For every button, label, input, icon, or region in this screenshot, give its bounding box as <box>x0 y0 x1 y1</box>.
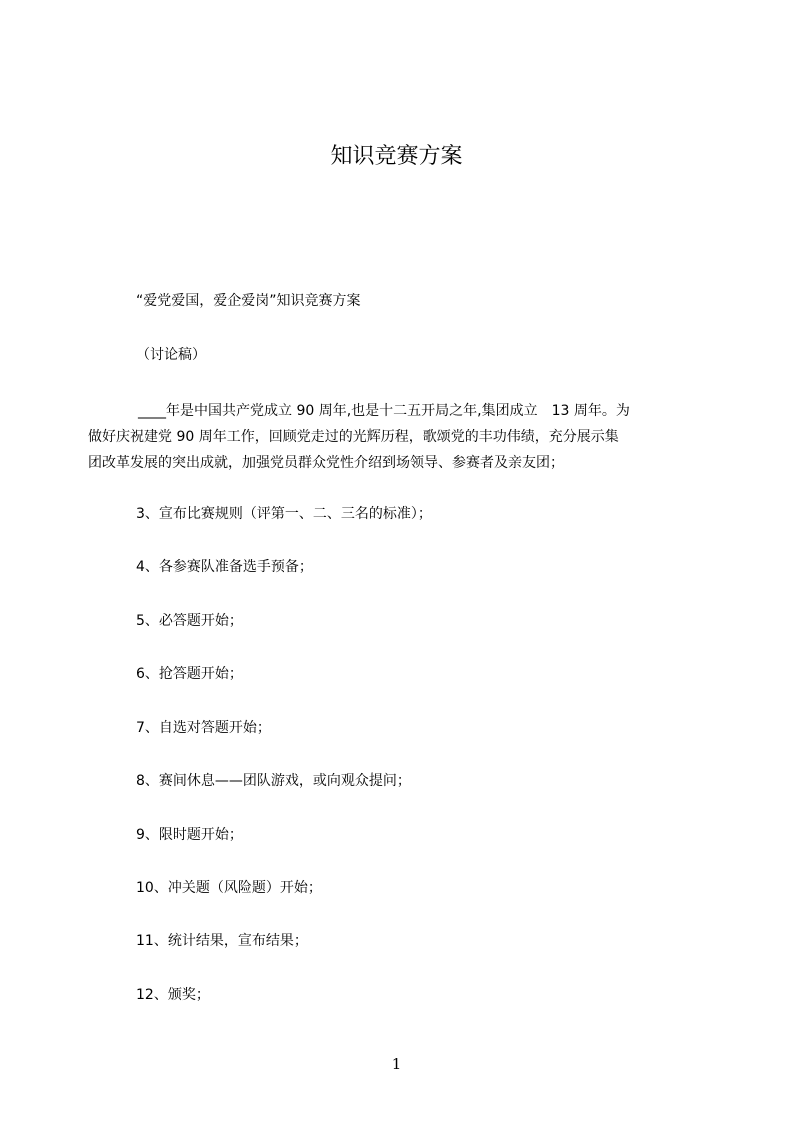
draft-note: （讨论稿） <box>136 347 206 363</box>
step-item: 5、必答题开始； <box>136 613 243 629</box>
step-item: 12、颁奖； <box>136 987 210 1003</box>
step-item: 4、各参赛队准备选手预备； <box>136 559 313 575</box>
intro-line: 做好庆祝建党 90 周年工作，回顾党走过的光辉历程，歌颂党的丰功伟绩，充分展示集 <box>88 429 619 445</box>
document-subtitle: “爱党爱国，爱企爱岗”知识竞赛方案 <box>136 293 361 309</box>
step-item: 6、抢答题开始； <box>136 666 243 682</box>
intro-line: ____年是中国共产党成立 90 周年,也是十二五开局之年,集团成立 13 周年。为 <box>138 403 630 419</box>
step-item: 7、自选对答题开始； <box>136 720 271 736</box>
step-item: 8、赛间休息——团队游戏，或向观众提问； <box>136 773 411 789</box>
step-item: 11、统计结果，宣布结果； <box>136 933 308 949</box>
page-number: 1 <box>391 1055 402 1073</box>
step-item: 3、宣布比赛规则（评第一、二、三名的标准）； <box>136 506 432 522</box>
intro-line: 团改革发展的突出成就，加强党员群众党性介绍到场领导、参赛者及亲友团； <box>88 455 564 471</box>
document-title: 知识竞赛方案 <box>330 144 463 169</box>
step-item: 10、冲关题（风险题）开始； <box>136 880 322 896</box>
intro-paragraph <box>88 398 703 476</box>
step-item: 9、限时题开始； <box>136 827 243 843</box>
